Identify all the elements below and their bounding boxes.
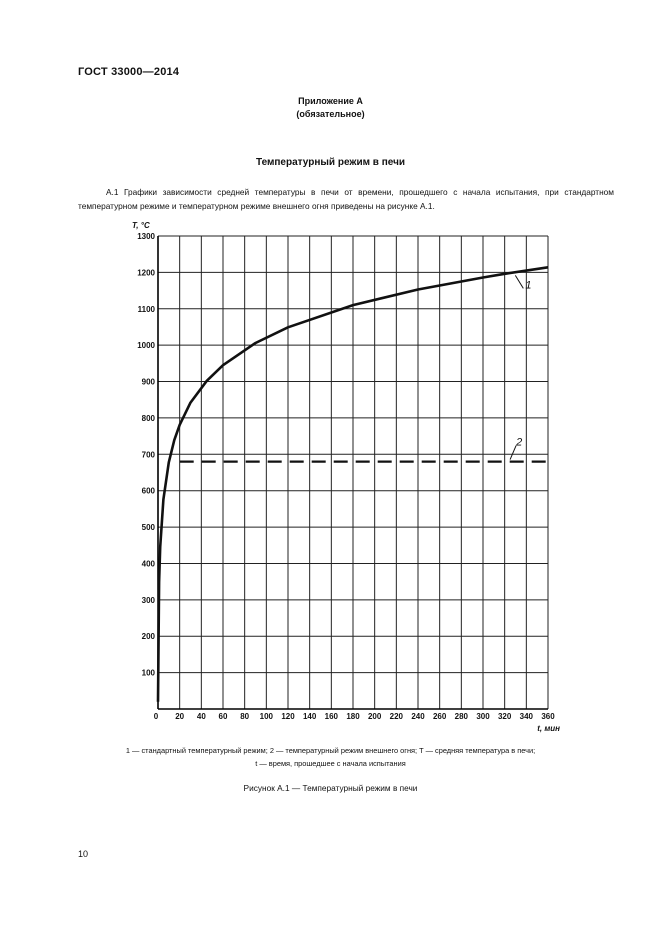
y-tick-label: 1000 bbox=[137, 341, 155, 351]
y-tick-label: 400 bbox=[141, 559, 155, 569]
y-tick-label: 200 bbox=[141, 632, 155, 642]
x-tick-label: 220 bbox=[389, 712, 404, 721]
annotation-1-leader bbox=[515, 275, 523, 288]
figure-caption: Рисунок А.1 — Температурный режим в печи bbox=[243, 783, 418, 793]
y-axis-label: T, °C bbox=[132, 221, 150, 230]
y-tick-label: 600 bbox=[141, 486, 155, 496]
x-tick-label: 80 bbox=[240, 712, 250, 721]
x-tick-label: 320 bbox=[497, 712, 512, 721]
y-tick-label: 1300 bbox=[137, 232, 155, 241]
y-tick-label: 100 bbox=[141, 668, 155, 678]
x-axis-label: t, мин bbox=[537, 724, 560, 733]
figure-legend-line2: t — время, прошедшее с начала испытания bbox=[255, 759, 406, 768]
document-header: ГОСТ 33000—2014 bbox=[78, 66, 180, 78]
annex-status: (обязательное) bbox=[296, 109, 365, 119]
origin-label: 0 bbox=[153, 712, 159, 721]
figure-legend-line1: 1 — стандартный температурный режим; 2 — температурный режим внешнего огня; T — средняя температура в печи; bbox=[125, 746, 536, 755]
x-tick-label: 60 bbox=[218, 712, 228, 721]
x-tick-label: 180 bbox=[346, 712, 360, 721]
x-tick-label: 280 bbox=[454, 712, 469, 721]
y-tick-label: 800 bbox=[141, 413, 155, 423]
intro-paragraph: А.1 Графики зависимости средней температуры в печи от времени, прошедшего с начала испытания, при стандартном температурном режиме и температурном режиме внешнего огня приведены на рисунке А.1. bbox=[78, 187, 614, 211]
x-tick-label: 200 bbox=[367, 712, 382, 721]
x-tick-label: 300 bbox=[476, 712, 490, 721]
y-tick-label: 900 bbox=[141, 377, 155, 387]
x-tick-label: 20 bbox=[175, 712, 185, 721]
annotation-1: 1 bbox=[525, 279, 532, 292]
x-tick-label: 260 bbox=[432, 712, 447, 721]
x-tick-label: 240 bbox=[411, 712, 425, 721]
y-tick-label: 500 bbox=[141, 523, 155, 533]
y-tick-label: 300 bbox=[141, 595, 155, 605]
annotation-2: 2 bbox=[516, 436, 523, 449]
x-tick-label: 340 bbox=[519, 712, 534, 721]
x-tick-label: 160 bbox=[324, 712, 339, 721]
y-tick-label: 1200 bbox=[137, 268, 155, 278]
section-title: Температурный режим в печи bbox=[255, 157, 406, 168]
x-tick-label: 40 bbox=[196, 712, 206, 721]
annex-title: Приложение А bbox=[298, 96, 363, 106]
x-tick-label: 120 bbox=[281, 712, 295, 721]
x-tick-label: 360 bbox=[541, 712, 555, 721]
x-tick-label: 100 bbox=[259, 712, 274, 721]
page-number: 10 bbox=[78, 849, 89, 859]
x-tick-label: 140 bbox=[302, 712, 317, 721]
y-tick-label: 1100 bbox=[137, 304, 155, 314]
y-tick-label: 700 bbox=[141, 450, 155, 460]
